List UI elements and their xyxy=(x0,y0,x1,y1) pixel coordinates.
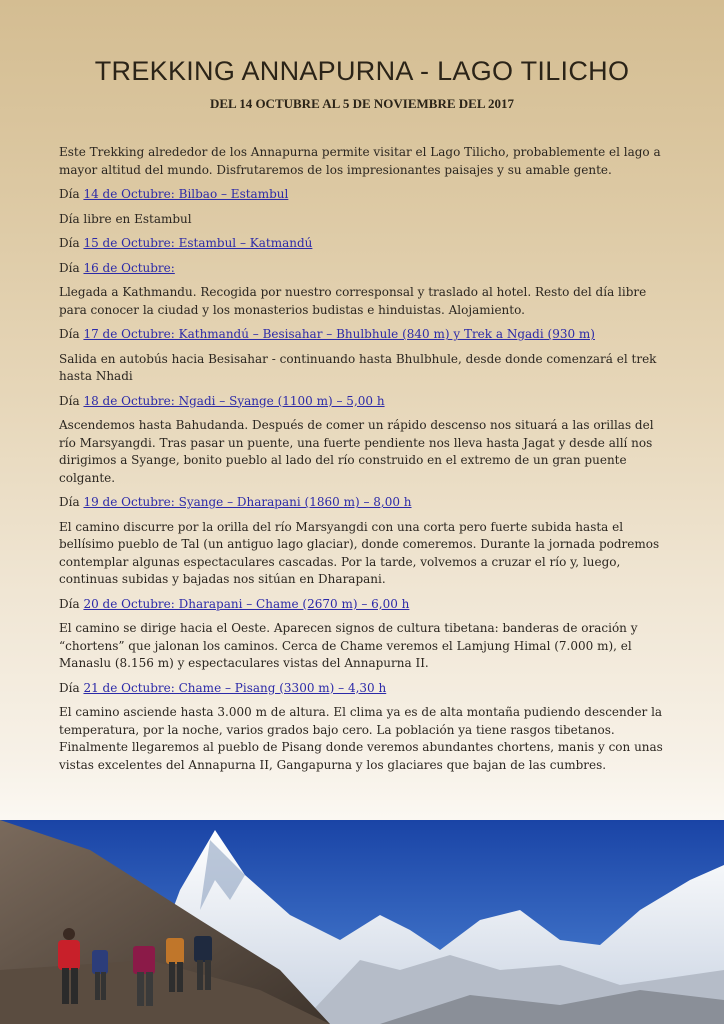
day-heading xyxy=(59,680,671,698)
day-heading xyxy=(59,235,671,253)
day-prefix: Día xyxy=(59,187,80,201)
page-title: TREKKING ANNAPURNA - LAGO TILICHO xyxy=(94,56,630,86)
day-prefix: Día xyxy=(59,327,80,341)
day-prefix: Día xyxy=(59,680,80,695)
page-subtitle: DEL 14 OCTUBRE AL 5 DE NOVIEMBRE DEL 2017 xyxy=(209,96,515,111)
day-link-14-oct[interactable]: 14 de Octubre: Bilbao – Estambul xyxy=(83,187,289,201)
day-heading xyxy=(59,186,671,204)
day-prefix: Día xyxy=(59,596,80,611)
day-prefix: Día xyxy=(59,236,80,250)
intro-paragraph: Este Trekking alrededor de los Annapurna permite visitar el Lago Tilicho, probablemente el lago a mayor altitud del mundo. Disfrutaremos de los impresionantes paisajes y su amable gente. xyxy=(59,145,661,177)
day-heading xyxy=(59,596,671,614)
mountain-trekkers-photo xyxy=(0,820,724,1024)
day-link-19-oct[interactable]: 19 de Octubre: Syange – Dharapani (1860 m) – 8,00 h xyxy=(83,495,412,509)
day-heading xyxy=(59,393,671,411)
itinerary-content xyxy=(59,144,671,781)
day-link-15-oct[interactable]: 15 de Octubre: Estambul – Katmandú xyxy=(83,236,313,250)
day-link-16-oct[interactable]: 16 de Octubre: xyxy=(83,260,175,275)
day-link-18-oct[interactable]: 18 de Octubre: Ngadi – Syange (1100 m) – 5,00 h xyxy=(83,393,385,408)
day-heading xyxy=(59,326,671,344)
day-prefix: Día xyxy=(59,495,80,509)
day-description: El camino asciende hasta 3.000 m de altura. El clima ya es de alta montaña pudiendo descender la temperatura, por la noche, varios grados bajo cero. La población ya tiene rasgos tibetanos. Finalmente llegaremos al pueblo de Pisang donde veremos abundantes chortens, manis y con unas vistas excelentes del Annapurna II, Gangapurna y los glaciares que bajan de las cumbres. xyxy=(59,705,663,772)
day-description: Ascendemos hasta Bahudanda. Después de comer un rápido descenso nos situará a las orillas del río Marsyangdi. Tras pasar un puente, una fuerte pendiente nos lleva hasta Jagat y desde allí nos dirigimos a Syange, bonito pueblo al lado del río construido en el extremo de un gran puente colgante. xyxy=(59,418,654,485)
day-description: Salida en autobús hacia Besisahar - continuando hasta Bhulbhule, desde donde comenzará el trek hasta Nhadi xyxy=(59,351,657,383)
day-description: Día libre en Estambul xyxy=(59,211,192,226)
day-link-17-oct[interactable]: 17 de Octubre: Kathmandú – Besisahar – Bhulbhule (840 m) y Trek a Ngadi (930 m) xyxy=(83,327,595,341)
day-heading xyxy=(59,260,671,278)
day-description: Llegada a Kathmandu. Recogida por nuestro corresponsal y traslado al hotel. Resto del día libre para conocer la ciudad y los monasterios budistas e hinduistas. Alojamiento. xyxy=(59,285,647,317)
day-description: El camino se dirige hacia el Oeste. Aparecen signos de cultura tibetana: banderas de oración y “chortens” que jalonan los caminos. Cerca de Chame veremos el Lamjung Himal (7.000 m), el Manaslu (8.156 m) y espectaculares vistas del Annapurna II. xyxy=(59,621,638,670)
day-heading xyxy=(59,494,671,512)
day-link-21-oct[interactable]: 21 de Octubre: Chame – Pisang (3300 m) – 4,30 h xyxy=(83,680,387,695)
day-prefix: Día xyxy=(59,260,80,275)
day-description: El camino discurre por la orilla del río Marsyangdi con una corta pero fuerte subida hasta el bellísimo pueblo de Tal (un antiguo lago glaciar), donde comeremos. Durante la jornada podremos contemplar algunas espectaculares cascadas. Por la tarde, volvemos a cruzar el río y, luego, continuas subidas y bajadas nos sitúan en Dharapani. xyxy=(59,519,660,586)
day-prefix: Día xyxy=(59,393,80,408)
day-link-20-oct[interactable]: 20 de Octubre: Dharapani – Chame (2670 m) – 6,00 h xyxy=(83,596,410,611)
